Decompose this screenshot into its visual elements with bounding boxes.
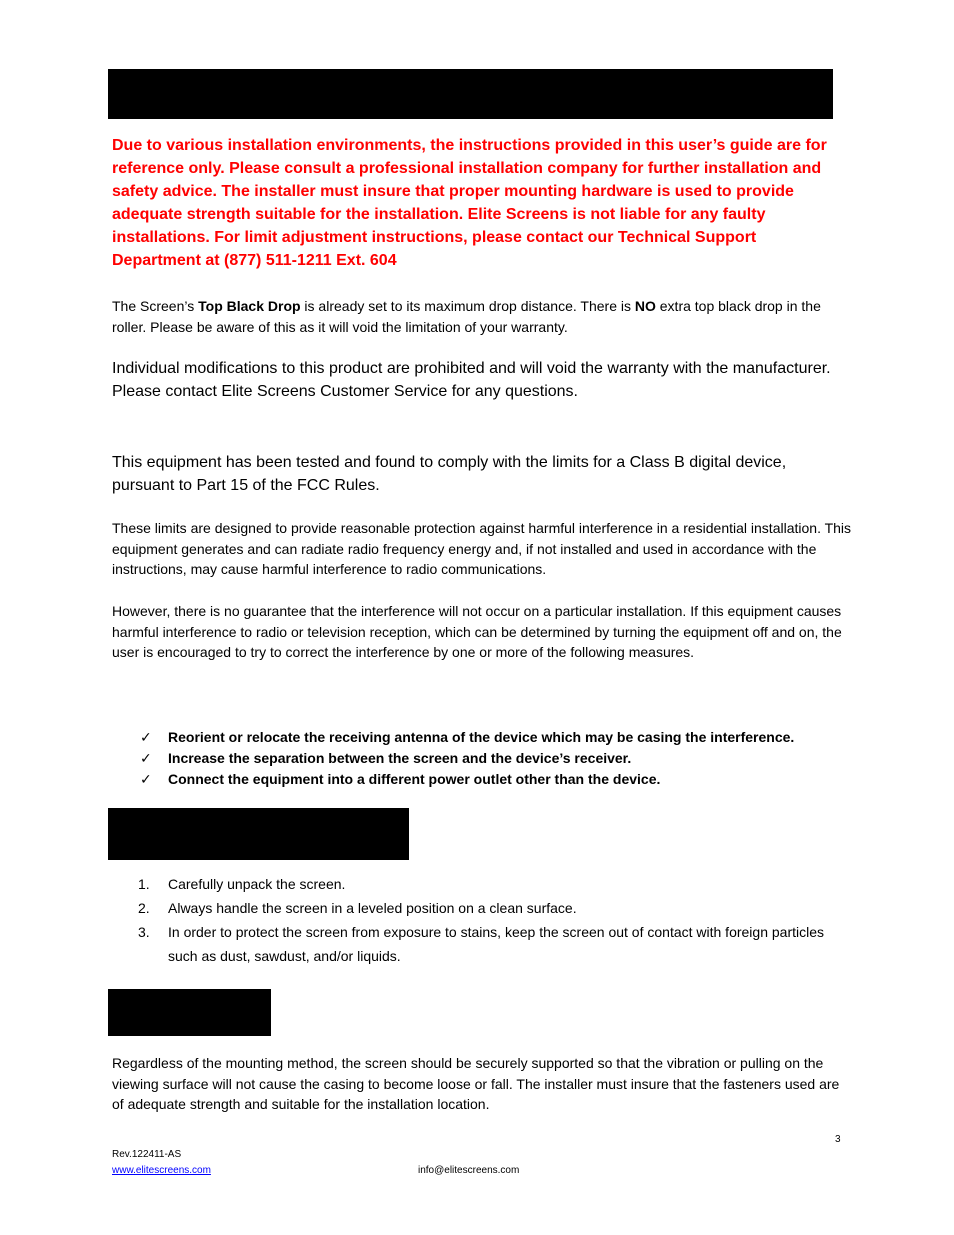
list-item (140, 727, 880, 748)
step-text: Always handle the screen in a leveled position on a clean surface. (168, 900, 577, 916)
step-number: 2. (138, 900, 150, 916)
website-link[interactable]: www.elitescreens.com (112, 1165, 211, 1176)
list-item (140, 769, 880, 790)
installation-warning: Due to various installation environments, the instructions provided in this user’s guide are for reference only. Please consult a professional installation company for further installation and safety advice. The installer must insure that proper mounting hardware is used to provide adequate strength suitable for the installation. Elite Screens is not liable for any faulty installations. For limit adjustment instructions, please contact our Technical Support Department at (877) 511-1211 Ext. 604 (112, 137, 827, 269)
page-number: 3 (835, 1134, 841, 1145)
top-black-drop-note (112, 296, 852, 337)
list-item (138, 896, 838, 920)
step-number: 3. (138, 924, 150, 940)
fcc-measures-list (140, 727, 880, 790)
checkmark-icon: ✓ (140, 729, 152, 745)
step-text: Carefully unpack the screen. (168, 876, 346, 892)
header-bar-unpacking (108, 808, 409, 860)
fcc-intro: This equipment has been tested and found to comply with the limits for a Class B digital device, pursuant to Part 15 of the FCC Rules. (112, 454, 787, 494)
fcc-limits: These limits are designed to provide reasonable protection against harmful interference in a residential installation. This equipment generates and can radiate radio frequency energy and, if not installed and used in accordance with the instructions, may cause harmful interference to radio communications. (112, 520, 852, 578)
top-black-post: extra top black drop in the roller. Please be aware of this as it will void the limitation of your warranty. (112, 298, 821, 335)
header-bar-mounting (108, 989, 271, 1036)
measure-text: Increase the separation between the screen and the device’s receiver. (168, 750, 632, 766)
list-item (138, 920, 838, 968)
revision-label: Rev.122411-AS (112, 1149, 182, 1160)
top-black-mid: is already set to its maximum drop distance. There is (300, 298, 635, 314)
unpacking-steps (138, 872, 838, 968)
checkmark-icon: ✓ (140, 771, 152, 787)
header-bar-top (108, 69, 833, 119)
measure-text: Reorient or relocate the receiving antenna of the device which may be casing the interference. (168, 729, 795, 745)
list-item (138, 872, 838, 896)
list-item (140, 748, 880, 769)
email-address: info@elitescreens.com (418, 1165, 520, 1176)
modifications-note: Individual modifications to this product are prohibited and will void the warranty with the manufacturer. Please contact Elite Screens Customer Service for any questions. (112, 360, 831, 400)
top-black-bold: Top Black Drop (198, 298, 301, 314)
step-number: 1. (138, 876, 150, 892)
checkmark-icon: ✓ (140, 750, 152, 766)
step-text: In order to protect the screen from exposure to stains, keep the screen out of contact with foreign particles such as dust, sawdust, and/or liquids. (168, 924, 825, 964)
top-black-pre: The Screen’s (112, 298, 199, 314)
mounting-note: Regardless of the mounting method, the screen should be securely supported so that the vibration or pulling on the viewing surface will not cause the casing to become loose or fall. The installer must insure that the fasteners used are of adequate strength and suitable for the installation location. (112, 1055, 840, 1113)
measure-text: Connect the equipment into a different power outlet other than the device. (168, 771, 661, 787)
fcc-guarantee: However, there is no guarantee that the interference will not occur on a particular installation. If this equipment causes harmful interference to radio or television reception, which can be determined by turning the equipment off and on, the user is encouraged to try to correct the interference by one or more of the following measures. (112, 603, 842, 661)
top-black-no: NO (634, 298, 656, 314)
